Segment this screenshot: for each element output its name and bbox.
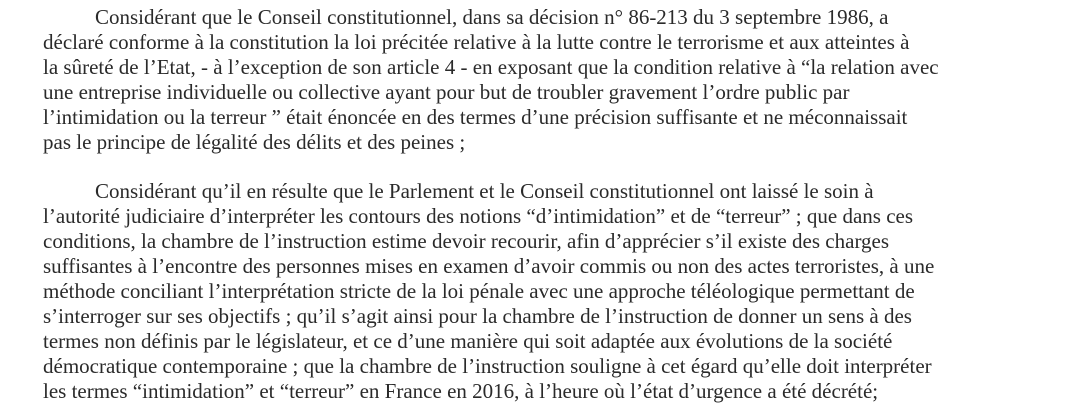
text-line: termes non définis par le législateur, et ce d’une manière qui soit adaptée aux évolutions de la société (43, 329, 893, 353)
text-line: Considérant que le Conseil constitutionnel, dans sa décision n° 86-213 du 3 septembre 1986, a (95, 5, 889, 29)
text-line: pas le principe de légalité des délits et des peines ; (43, 130, 466, 154)
text-line: déclaré conforme à la constitution la loi précitée relative à la lutte contre le terrorisme et aux atteintes à (43, 30, 910, 54)
text-line: suffisantes à l’encontre des personnes mises en examen d’avoir commis ou non des actes terroristes, à une (43, 254, 935, 278)
text-line: conditions, la chambre de l’instruction estime devoir recourir, afin d’apprécier s’il existe des charges (43, 229, 890, 253)
text-line: une entreprise individuelle ou collective ayant pour but de troubler gravement l’ordre public par (43, 80, 850, 104)
text-line: les termes “intimidation” et “terreur” en France en 2016, à l’heure où l’état d’urgence a été décrété; (43, 379, 879, 403)
text-line: méthode conciliant l’interprétation stricte de la loi pénale avec une approche téléologique permettant de (43, 279, 915, 303)
text-line: Considérant qu’il en résulte que le Parlement et le Conseil constitutionnel ont laissé le soin à (95, 179, 874, 203)
text-line: la sûreté de l’Etat, - à l’exception de son article 4 - en exposant que la condition relative à “la relation avec (43, 55, 939, 79)
text-line: l’intimidation ou la terreur ” était énoncée en des termes d’une précision suffisante et ne méconnaissait (43, 105, 908, 129)
text-line: l’autorité judiciaire d’interpréter les contours des notions “d’intimidation” et de “terreur” ; que dans ces (43, 204, 914, 228)
text-line: s’interroger sur ses objectifs ; qu’il s’agit ainsi pour la chambre de l’instruction de donner un sens à des (43, 304, 912, 328)
text-line: démocratique contemporaine ; que la chambre de l’instruction souligne à cet égard qu’elle doit interpréter (43, 354, 932, 378)
